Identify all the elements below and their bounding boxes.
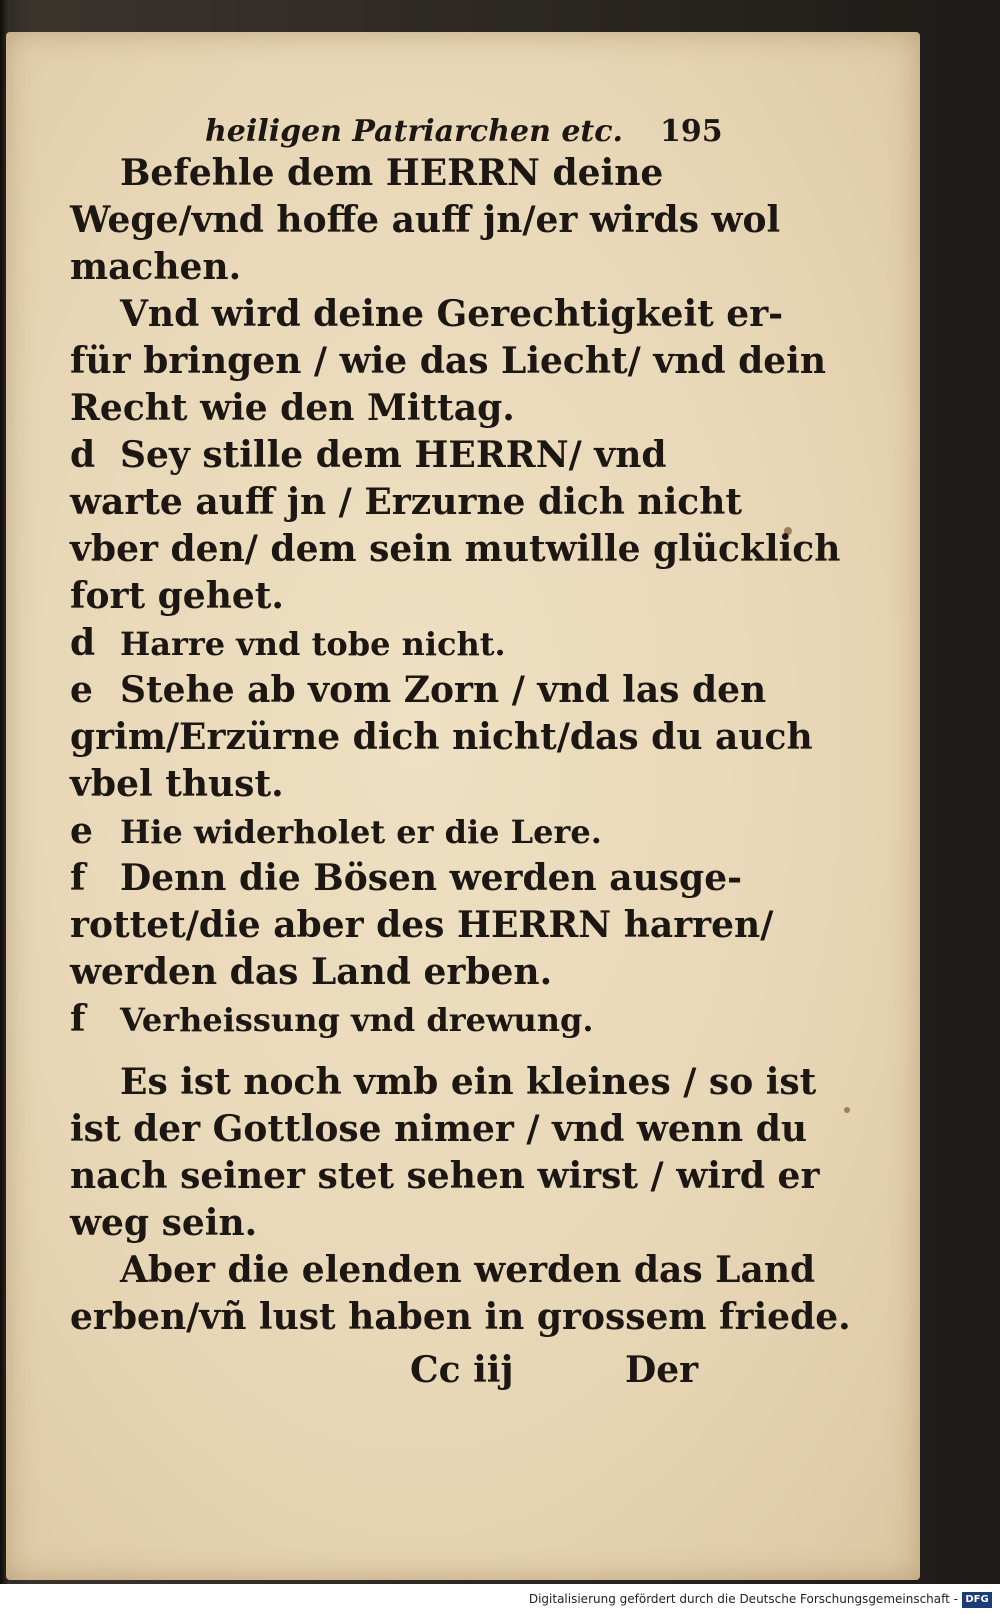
text-line xyxy=(70,1247,816,1294)
line-text: fort gehet. xyxy=(70,575,284,617)
text-line xyxy=(70,1106,808,1153)
signature-mark: Cc iij xyxy=(410,1349,514,1391)
gloss-text: Harre vnd tobe nicht. xyxy=(120,625,506,663)
line-text: Wege/vnd hoffe auff jn/er wirds wol xyxy=(70,199,781,241)
gloss-text: Hie widerholet er die Lere. xyxy=(120,813,602,851)
line-text: vber den/ dem sein mutwille glücklich xyxy=(70,528,841,570)
text-line xyxy=(70,902,774,949)
page-number: 195 xyxy=(660,114,723,149)
page-text-block xyxy=(70,100,851,1394)
text-line xyxy=(70,432,720,479)
text-line xyxy=(70,338,827,385)
text-line xyxy=(70,808,720,855)
text-lines xyxy=(70,150,851,1341)
line-text: werden das Land erben. xyxy=(70,951,553,993)
text-line xyxy=(70,996,720,1043)
text-line xyxy=(70,479,742,526)
line-text: Befehle dem HERRN deine xyxy=(120,152,664,194)
running-title: heiligen Patriarchen etc. xyxy=(205,114,623,149)
text-line xyxy=(70,526,841,573)
text-line xyxy=(70,1294,851,1341)
line-text: nach seiner stet sehen wirst / wird er xyxy=(70,1155,820,1197)
text-line xyxy=(70,761,720,808)
line-text: Vnd wird deine Gerechtigkeit er- xyxy=(120,293,784,335)
marginal-letter: d xyxy=(70,622,96,664)
marginal-letter: f xyxy=(70,857,86,899)
line-text: weg sein. xyxy=(70,1202,258,1244)
marginal-letter: d xyxy=(70,434,96,476)
paper-speck xyxy=(844,1107,850,1113)
text-line xyxy=(70,1059,817,1106)
line-text: Aber die elenden werden das Land xyxy=(120,1249,816,1291)
line-text: ist der Gottlose nimer / vnd wenn du xyxy=(70,1108,808,1150)
line-text: erben/vñ lust haben in grossem friede. xyxy=(70,1296,851,1338)
marginal-letter: e xyxy=(70,810,93,852)
paragraph-gap xyxy=(70,1043,720,1059)
line-text: machen. xyxy=(70,246,242,288)
gloss-text: Verheissung vnd drewung. xyxy=(120,1001,594,1039)
line-text: vbel thust. xyxy=(70,763,284,805)
text-line xyxy=(70,197,781,244)
line-text: Sey stille dem HERRN/ vnd xyxy=(120,434,667,476)
text-line xyxy=(70,1200,720,1247)
marginal-letter: f xyxy=(70,998,86,1040)
line-text: Es ist noch vmb ein kleines / so ist xyxy=(120,1061,817,1103)
marginal-letter: e xyxy=(70,669,93,711)
text-line xyxy=(70,1153,820,1200)
text-line xyxy=(70,573,720,620)
text-line xyxy=(70,291,784,338)
page-header xyxy=(70,100,723,150)
text-line xyxy=(70,714,813,761)
line-text: Stehe ab vom Zorn / vnd las den xyxy=(120,669,767,711)
line-text: für bringen / wie das Liecht/ vnd dein xyxy=(70,340,827,382)
line-text: rottet/die aber des HERRN harren/ xyxy=(70,904,774,946)
text-line xyxy=(70,949,720,996)
line-text: warte auff jn / Erzurne dich nicht xyxy=(70,481,742,523)
catchword: Der xyxy=(625,1349,699,1391)
text-line xyxy=(70,385,720,432)
line-text: Recht wie den Mittag. xyxy=(70,387,515,429)
digitization-credit: Digitalisierung gefördert durch die Deutsche Forschungsgemeinschaft - xyxy=(528,1592,958,1606)
digitization-credit-bar xyxy=(0,1584,1000,1614)
dfg-logo: DFG xyxy=(962,1592,992,1608)
text-line xyxy=(70,667,767,714)
text-line xyxy=(70,150,720,197)
text-line xyxy=(70,855,743,902)
text-line xyxy=(70,244,720,291)
line-text: Denn die Bösen werden ausge- xyxy=(120,857,743,899)
text-line xyxy=(70,620,720,667)
page-footer xyxy=(70,1347,720,1394)
line-text: grim/Erzürne dich nicht/das du auch xyxy=(70,716,813,758)
